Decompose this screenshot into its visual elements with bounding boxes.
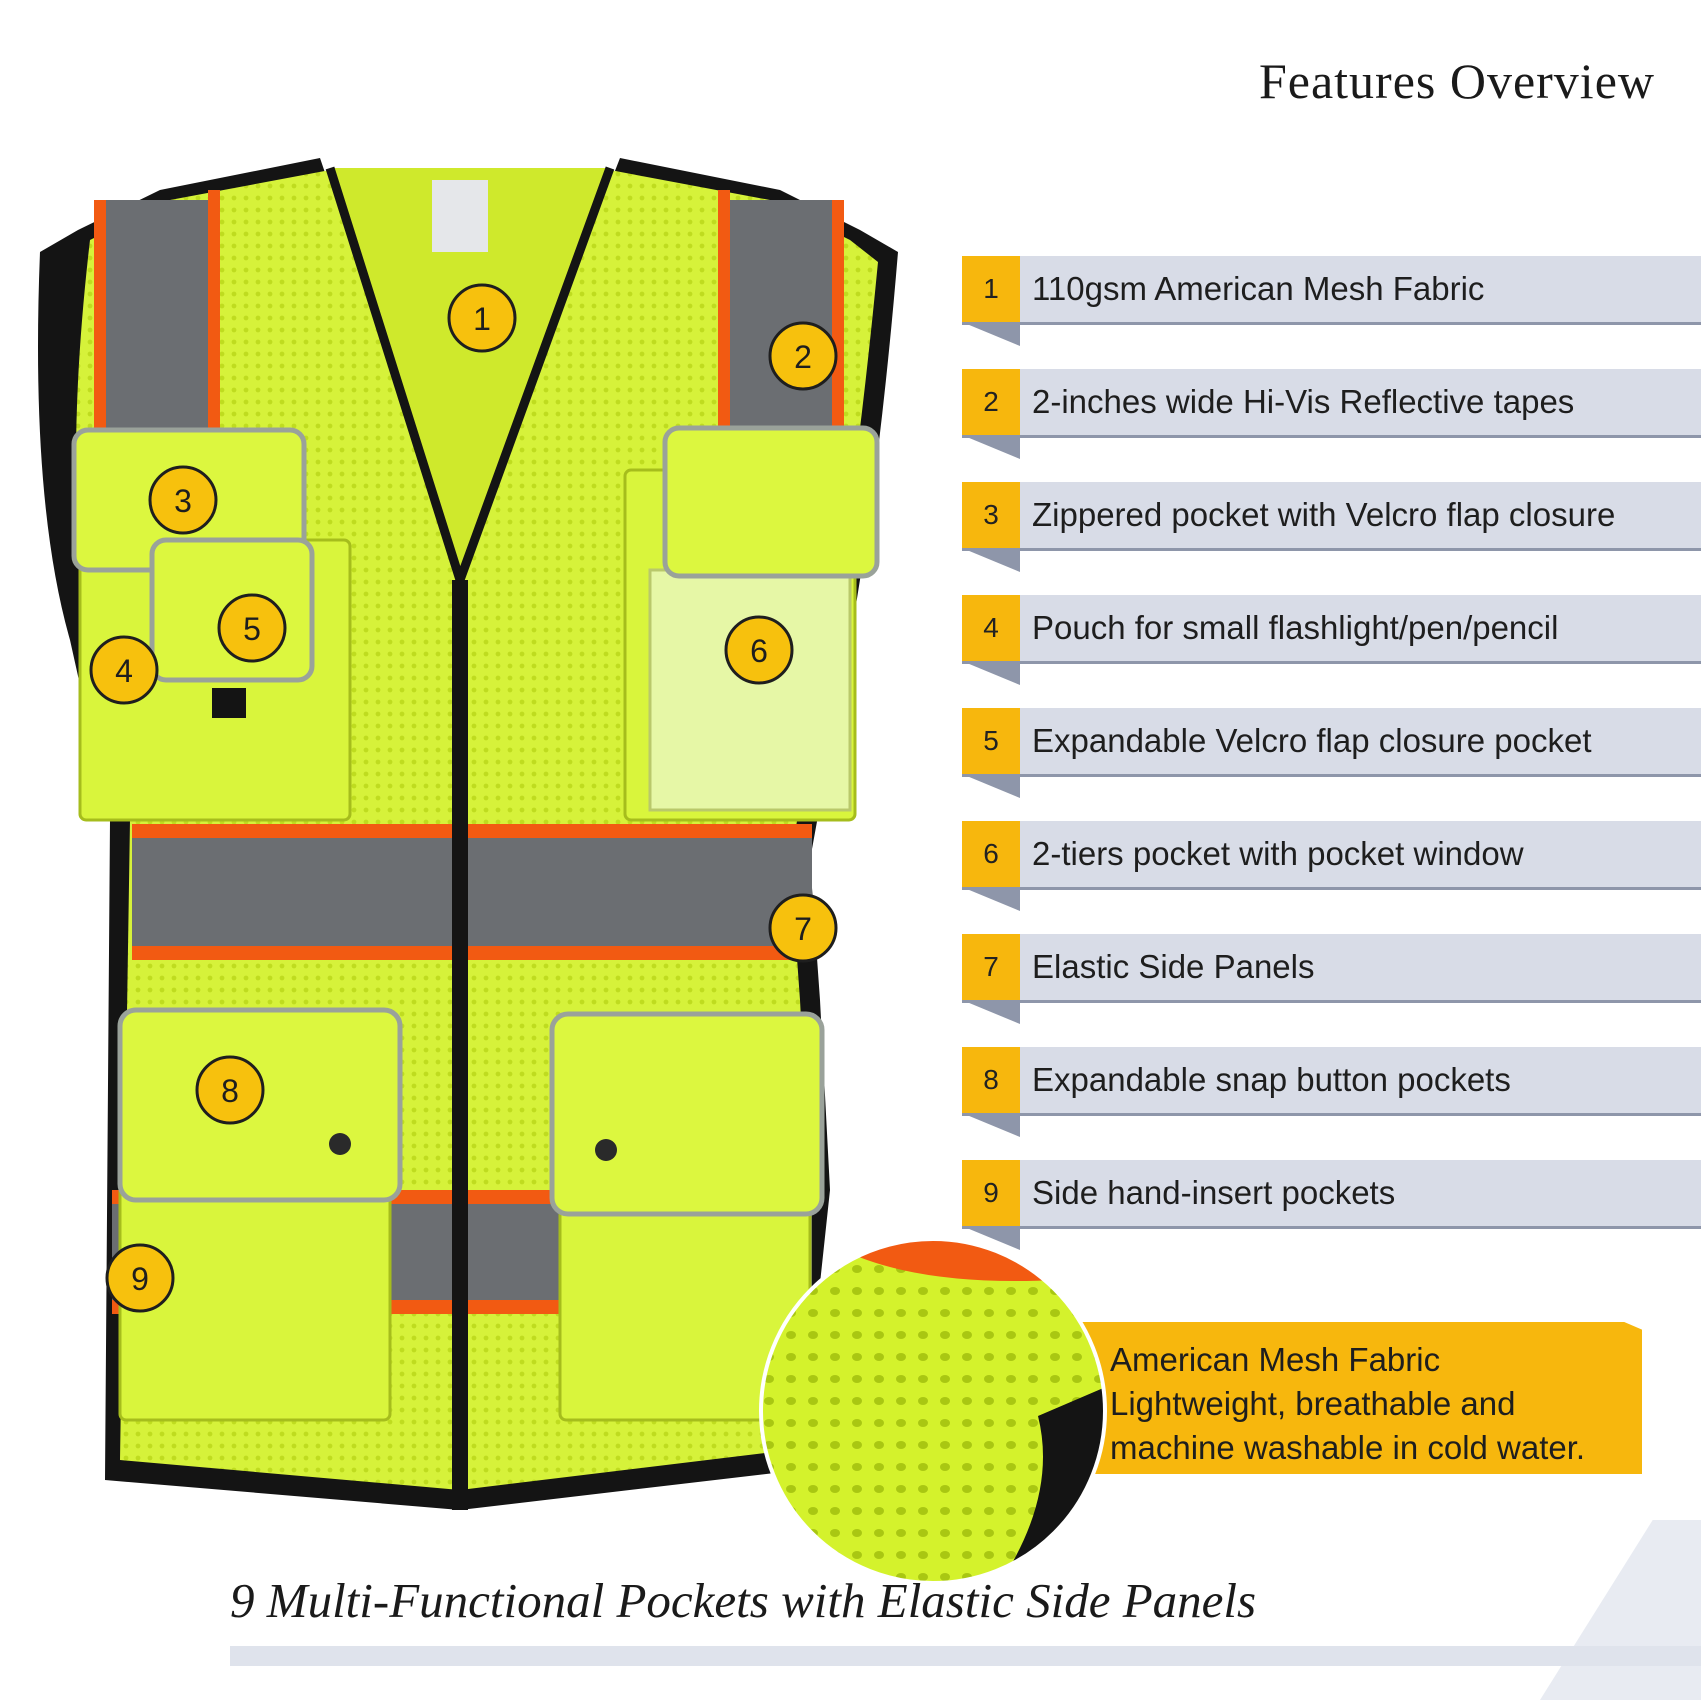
feature-item-5 bbox=[962, 708, 1701, 821]
feature-item-2 bbox=[962, 369, 1701, 482]
feature-label: Elastic Side Panels bbox=[1032, 948, 1315, 985]
feature-marker-8 bbox=[197, 1057, 263, 1123]
svg-text:8: 8 bbox=[221, 1073, 239, 1109]
footer-stripe bbox=[230, 1646, 1701, 1666]
neck-label bbox=[432, 180, 488, 252]
feature-item-3 bbox=[962, 482, 1701, 595]
feature-number: 8 bbox=[962, 1047, 1020, 1113]
feature-number: 7 bbox=[962, 934, 1020, 1000]
feature-label: Side hand-insert pockets bbox=[1032, 1174, 1396, 1211]
callout-line: Lightweight, breathable and bbox=[1110, 1385, 1516, 1422]
lower-right-flap bbox=[552, 1014, 822, 1214]
callout-title: American Mesh Fabric bbox=[1110, 1341, 1441, 1378]
feature-number: 6 bbox=[962, 821, 1020, 887]
pocket-window bbox=[650, 570, 850, 810]
mesh-fabric-zoom bbox=[758, 1236, 1108, 1586]
feature-label: Expandable snap button pockets bbox=[1032, 1061, 1511, 1098]
feature-number: 9 bbox=[962, 1160, 1020, 1226]
feature-label: 110gsm American Mesh Fabric bbox=[1032, 270, 1485, 307]
svg-text:7: 7 bbox=[794, 911, 812, 947]
svg-text:2: 2 bbox=[794, 339, 812, 375]
feature-marker-4 bbox=[91, 637, 157, 703]
feature-marker-3 bbox=[150, 467, 216, 533]
feature-item-8 bbox=[962, 1047, 1701, 1160]
svg-text:3: 3 bbox=[174, 483, 192, 519]
waist-reflective-band bbox=[132, 824, 812, 960]
feature-number: 1 bbox=[962, 256, 1020, 322]
feature-label: Pouch for small flashlight/pen/pencil bbox=[1032, 609, 1559, 646]
feature-number: 2 bbox=[962, 369, 1020, 435]
svg-text:6: 6 bbox=[750, 633, 768, 669]
feature-number: 3 bbox=[962, 482, 1020, 548]
callout-text bbox=[1110, 1338, 1650, 1470]
feature-list bbox=[962, 256, 1701, 1273]
svg-text:5: 5 bbox=[243, 611, 261, 647]
snap-button-right bbox=[595, 1139, 617, 1161]
feature-marker-7 bbox=[770, 895, 836, 961]
svg-text:1: 1 bbox=[473, 301, 491, 337]
feature-marker-1 bbox=[449, 285, 515, 351]
feature-marker-2 bbox=[770, 323, 836, 389]
feature-number: 4 bbox=[962, 595, 1020, 661]
footer-caption: 9 Multi-Functional Pockets with Elastic Side Panels bbox=[230, 1573, 1257, 1628]
feature-marker-6 bbox=[726, 617, 792, 683]
footer-decoration bbox=[1540, 1520, 1701, 1700]
feature-label: Expandable Velcro flap closure pocket bbox=[1032, 722, 1592, 759]
feature-item-4 bbox=[962, 595, 1701, 708]
svg-text:9: 9 bbox=[131, 1261, 149, 1297]
feature-label: 2-inches wide Hi-Vis Reflective tapes bbox=[1032, 383, 1575, 420]
shoulder-reflective-tape-right bbox=[718, 190, 844, 450]
feature-marker-9 bbox=[107, 1245, 173, 1311]
upper-right-flap bbox=[665, 428, 877, 576]
feature-item-1 bbox=[962, 256, 1701, 369]
snap-button-left bbox=[329, 1133, 351, 1155]
page-title: Features Overview bbox=[1258, 53, 1655, 109]
feature-item-7 bbox=[962, 934, 1701, 1047]
svg-text:4: 4 bbox=[115, 653, 133, 689]
front-zipper bbox=[452, 580, 468, 1510]
feature-marker-5 bbox=[219, 595, 285, 661]
feature-label: 2-tiers pocket with pocket window bbox=[1032, 835, 1524, 872]
callout-line: machine washable in cold water. bbox=[1110, 1429, 1586, 1466]
feature-item-6 bbox=[962, 821, 1701, 934]
shoulder-reflective-tape-left bbox=[94, 190, 220, 450]
feature-label: Zippered pocket with Velcro flap closure bbox=[1032, 496, 1616, 533]
feature-number: 5 bbox=[962, 708, 1020, 774]
